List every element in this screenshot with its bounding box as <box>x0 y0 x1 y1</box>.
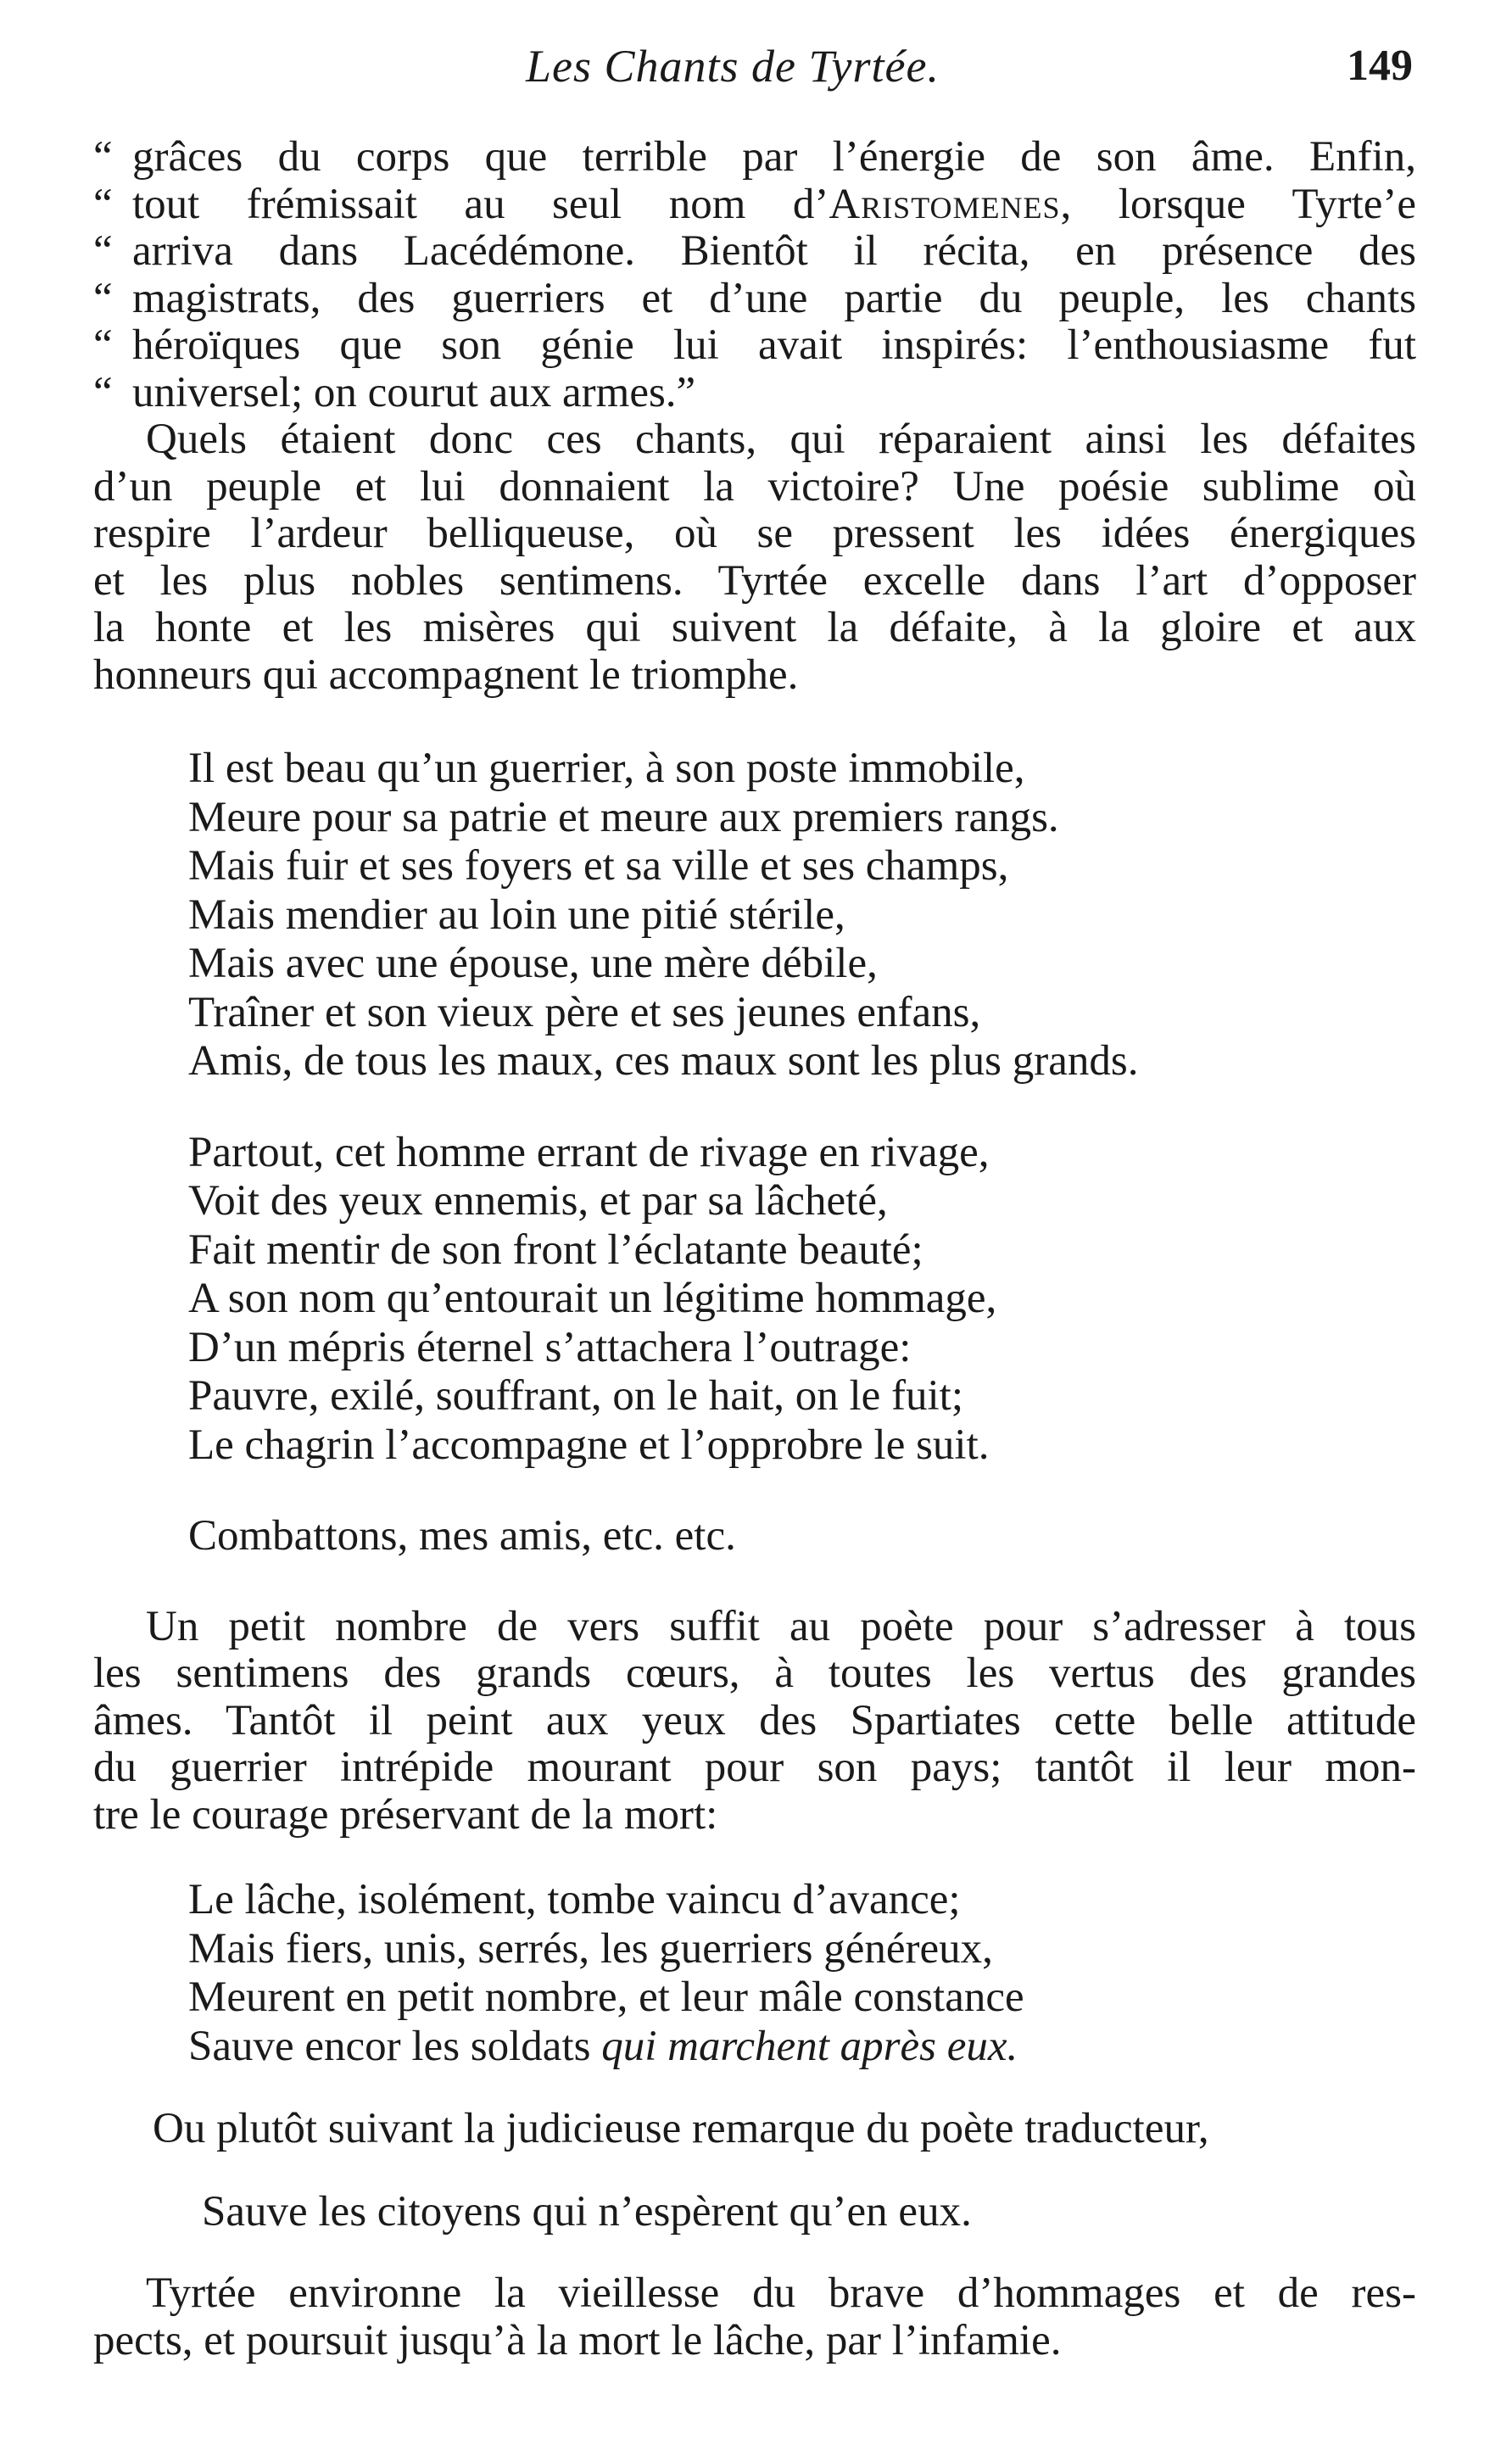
verse-line: Le lâche, isolément, tombe vaincu d’avance; <box>188 1876 961 1923</box>
paragraph-2 <box>93 1604 1416 1839</box>
verse-line: D’un mépris éternel s’attachera l’outrage: <box>188 1323 912 1371</box>
verse-line: Combattons, mes amis, etc. etc. <box>188 1512 736 1560</box>
verse-line: Mais fiers, unis, serrés, les guerriers généreux, <box>188 1924 993 1973</box>
quote-mark: “ <box>93 133 113 181</box>
paragraph-line: pects, et poursuit jusqu’à la mort le lâche, par l’infamie. <box>93 2316 1062 2364</box>
quote-line <box>93 370 1416 417</box>
verse-line: Traîner et son vieux père et ses jeunes enfans, <box>188 988 981 1036</box>
paragraph-line: âmes. Tantôt il peint aux yeux des Spartiates cette belle attitude <box>93 1696 1416 1744</box>
quote-line <box>93 276 1416 323</box>
quote-text: tout frémissait au seul nom d’ <box>132 180 829 228</box>
verse-text: Sauve encor les soldats <box>188 2022 602 2070</box>
quote-mark: “ <box>93 180 113 228</box>
verse-stanza-1 <box>188 745 1416 1086</box>
verse-line: Amis, de tous les maux, ces maux sont les plus grands. <box>188 1037 1139 1085</box>
paragraph-line: les sentimens des grands cœurs, à toutes les vertus des grandes <box>93 1650 1416 1697</box>
verse-italic-text: qui marchent après eux. <box>601 2022 1018 2070</box>
verse-line <box>188 2023 1416 2072</box>
quote-mark: “ <box>93 227 113 275</box>
paragraph-line: Quels étaient donc ces chants, qui réparaient ainsi les défaites <box>146 416 1416 463</box>
verse-line: Il est beau qu’un guerrier, à son poste immobile, <box>188 745 1025 792</box>
quote-line <box>93 322 1416 370</box>
paragraph-3: Ou plutôt suivant la judicieuse remarque du poète traducteur, <box>153 2105 1209 2152</box>
quote-line <box>93 134 1416 181</box>
quote-text: , lorsque Tyrte’e <box>1060 180 1416 228</box>
verse-stanza-4 <box>188 1876 1416 2071</box>
paragraph-line: respire l’ardeur belliqueuse, où se pressent les idées énergiques <box>93 510 1416 557</box>
verse-line: Fait mentir de son front l’éclatante beauté; <box>188 1225 923 1274</box>
quote-mark: “ <box>93 321 113 369</box>
quote-text: magistrats, des guerriers et d’une partie du peuple, les chants <box>132 274 1416 322</box>
quote-line <box>93 181 1416 229</box>
paragraph-line: tre le courage préservant de la mort: <box>93 1790 718 1839</box>
paragraph-line: Tyrtée environne la vieillesse du brave d’hommages et de res- <box>146 2269 1416 2317</box>
page-header <box>0 32 1512 100</box>
paragraph-line: d’un peuple et lui donnaient la victoire? Une poésie sublime où <box>93 462 1416 511</box>
verse-line: Meure pour sa patrie et meure aux premiers rangs. <box>188 793 1059 841</box>
quote-mark: “ <box>93 368 113 416</box>
page-number: 149 <box>1347 42 1413 90</box>
verse-line: Meurent en petit nombre, et leur mâle constance <box>188 1973 1024 2021</box>
quote-text: universel; on courut aux armes.” <box>132 368 696 416</box>
running-title: Les Chants de Tyrtée. <box>526 41 940 92</box>
paragraph-line: du guerrier intrépide mourant pour son pays; tantôt il leur mon- <box>93 1744 1416 1791</box>
quote-text: héroïques que son génie lui avait inspirés: l’enthousiasme fut <box>132 321 1416 369</box>
paragraph-line: et les plus nobles sentimens. Tyrtée excelle dans l’art d’opposer <box>93 556 1416 605</box>
verse-line: Mais avec une épouse, une mère débile, <box>188 940 878 987</box>
verse-stanza-3 <box>188 1512 1416 1561</box>
paragraph-line: la honte et les misères qui suivent la défaite, à la gloire et aux <box>93 604 1416 651</box>
verse-line: Mais fuir et ses foyers et sa ville et ses champs, <box>188 842 1009 890</box>
quote-text: grâces du corps que terrible par l’énergie de son âme. Enfin, <box>132 133 1416 181</box>
paragraph-line: Un petit nombre de vers suffit au poète pour s’adresser à tous <box>146 1602 1416 1650</box>
quote-line <box>93 228 1416 276</box>
verse-stanza-5: Sauve les citoyens qui n’espèrent qu’en eux. <box>202 2187 972 2236</box>
verse-line: Partout, cet homme errant de rivage en rivage, <box>188 1128 990 1176</box>
verse-stanza-2 <box>188 1129 1416 1471</box>
verse-line: Voit des yeux ennemis, et par sa lâcheté, <box>188 1177 888 1225</box>
verse-line: Mais mendier au loin une pitié stérile, <box>188 890 845 939</box>
paragraph-4 <box>93 2270 1416 2364</box>
paragraph-1 <box>93 416 1416 699</box>
paragraph-line: honneurs qui accompagnent le triomphe. <box>93 650 799 699</box>
quote-mark: “ <box>93 274 113 322</box>
verse-line: A son nom qu’entourait un légitime hommage, <box>188 1275 997 1322</box>
verse-line: Le chagrin l’accompagne et l’opprobre le suit. <box>188 1421 990 1469</box>
proper-name-smallcaps: Aristomenes <box>829 180 1061 228</box>
quote-text: arriva dans Lacédémone. Bientôt il récita, en présence des <box>132 227 1416 275</box>
quote-block <box>93 134 1416 416</box>
verse-line: Pauvre, exilé, souffrant, on le hait, on le fuit; <box>188 1372 963 1420</box>
page-body <box>93 134 1416 2364</box>
